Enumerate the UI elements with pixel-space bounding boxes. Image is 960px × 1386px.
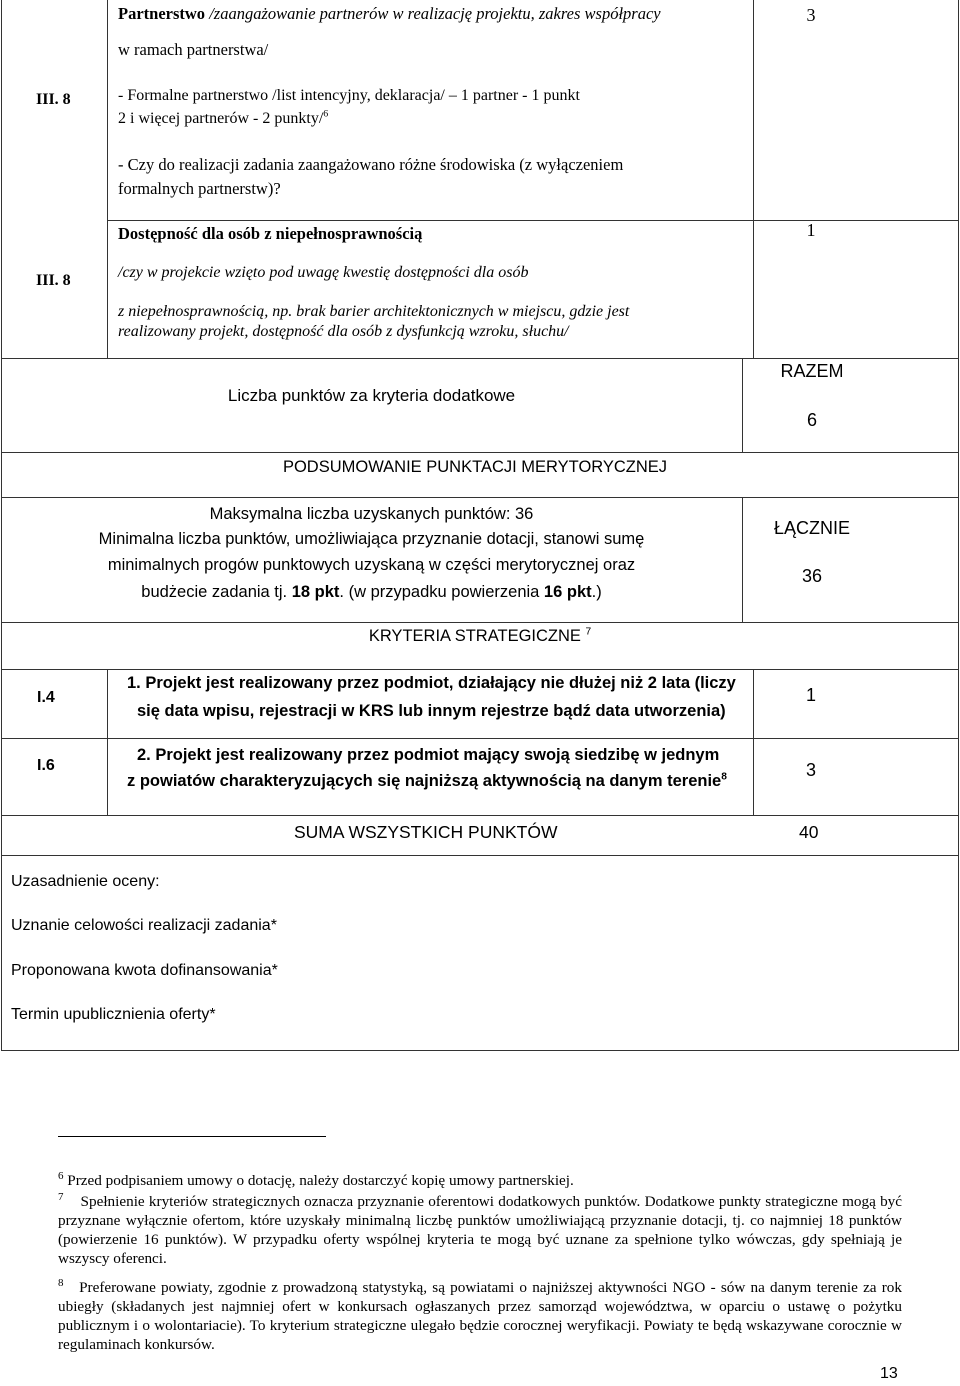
col-divider-points [753, 0, 754, 358]
razem-value: 6 [806, 410, 817, 430]
row-line-podsumowanie-header [1, 497, 959, 498]
razem-label: RAZEM [780, 361, 844, 381]
kwota-label: Proponowana kwota dofinansowania* [11, 962, 278, 979]
strat-code-1: I.4 [37, 689, 55, 706]
row-line-suma [1, 855, 959, 856]
col-divider-lacznie [742, 497, 743, 622]
points-partnerstwo: 3 [806, 5, 816, 25]
min-points-line2: minimalnych progów punktowych uzyskaną w części merytorycznej oraz [107, 556, 636, 574]
partnerstwo-title: Partnerstwo /zaangażowanie partnerów w realizację projektu, zakres współpracy [118, 4, 661, 23]
lacznie-label: ŁĄCZNIE [773, 518, 851, 538]
table-right-border [958, 0, 959, 1050]
strat-code-2: I.6 [37, 757, 55, 774]
min-points-line3: budżecie zadania tj. 18 pkt. (w przypadku powierzenia 16 pkt.) [141, 583, 602, 601]
strat-points-2: 3 [805, 760, 816, 780]
row-code-partnerstwo: III. 8 [36, 91, 71, 108]
max-points-line: Maksymalna liczba uzyskanych punktów: 36 [209, 505, 534, 523]
min-points-line1: Minimalna liczba punktów, umożliwiająca przyznanie dotacji, stanowi sumę [98, 530, 645, 548]
points-dostepnosc: 1 [806, 220, 816, 240]
termin-label: Termin upublicznienia oferty* [11, 1006, 216, 1023]
footnote-8: $^8$ Preferowane powiaty, zgodnie z prowadzoną statystyką, są powiatami o najniższej aktywności NGO - sów na danym terenie za rok ubiegły (składanych jest najmniej ofert w konkursach ogłaszanych przez samorząd województwa, w oparciu o ustawę o pożytku publicznym i o wolontariacie). To kryterium strategiczne ulegało będzie corocznej weryfikacji. Powiaty te będą wskazywane corocznie w regulaminach konkursów. [58, 1276, 902, 1353]
row-line-strategiczne-header [1, 669, 959, 670]
col-divider-strat-code [107, 669, 108, 815]
dostepnosc-title: Dostępność dla osób z niepełnosprawnością [118, 224, 423, 243]
celowosc-label: Uznanie celowości realizacji zadania* [11, 917, 277, 934]
podsumowanie-header: PODSUMOWANIE PUNKTACJI MERYTORYCZNEJ [282, 458, 668, 476]
row-line-strat-2 [1, 815, 959, 816]
footnote-6: $^6$ Przed podpisaniem umowy o dotację, należy dostarczyć kopię umowy partnerskiej. [58, 1169, 574, 1189]
suma-value: 40 [799, 822, 819, 842]
lacznie-value: 36 [801, 566, 823, 586]
footnote-ref-8: 8 [721, 771, 727, 783]
formal-line1: - Formalne partnerstwo /list intencyjny, deklaracja/ – 1 partner - 1 punkt [118, 87, 580, 104]
footnote-ref-6: 6 [323, 108, 329, 120]
table-left-border [1, 0, 2, 1050]
formal-line2: 2 i więcej partnerów - 2 punkty/$^6$ [118, 108, 329, 127]
row-line-strat-1 [1, 738, 959, 739]
czy-line2: formalnych partnerstw)? [118, 179, 281, 198]
row-code-dostepnosc: III. 8 [36, 272, 71, 289]
page-number: 13 [880, 1365, 898, 1382]
strat-item-2-line2: z powiatów charakteryzujących się najniższą aktywnością na danym terenie$^8$ [127, 771, 727, 790]
dodatkowe-label: Liczba punktów za kryteria dodatkowe [227, 386, 516, 405]
dostepnosc-line3: realizowany projekt, dostępność dla osób z dysfunkcją wzroku, słuchu/ [118, 323, 569, 340]
strat-points-1: 1 [805, 685, 816, 705]
strategiczne-header: KRYTERIA STRATEGICZNE $^7$ [368, 626, 592, 645]
dostepnosc-line2: z niepełnosprawnością, np. brak barier architektonicznych w miejscu, gdzie jest [118, 303, 630, 320]
row-line-podsumowanie-end [1, 622, 959, 623]
row-line-dodatkowe-end [1, 452, 959, 453]
suma-label: SUMA WSZYSTKICH PUNKTÓW [294, 822, 558, 842]
row-line-table-end [1, 1050, 959, 1051]
uzasadnienie-label: Uzasadnienie oceny: [11, 873, 160, 890]
footnote-7: $^7$ Spełnienie kryteriów strategicznych oznacza przyznanie oferentowi dodatkowych punktów. Dodatkowe punkty strategiczne mogą być przyznane wyłącznie ofertom, które uzyskały minimalną liczbę punktów umożliwiającą przyznanie dotacji, tj. co najmniej 18 punktów (powierzenie 16 punktów). W przypadku oferty wspólnej kryteria te mogą być uznane za spełnione tylko wówczas, gdy spełniają je wszyscy oferenci. [58, 1190, 902, 1267]
strat-item-2-line1: 2. Projekt jest realizowany przez podmiot mający swoją siedzibę w jednym [137, 746, 720, 764]
partnerstwo-title-line2: w ramach partnerstwa/ [118, 40, 269, 59]
row-line-partnerstwo-end [107, 220, 753, 221]
col-divider-code [107, 0, 108, 358]
dostepnosc-line1: /czy w projekcie wzięto pod uwagę kwestię dostępności dla osób [118, 264, 529, 281]
strat-item-1-line2: się data wpisu, rejestracji w KRS lub innym rejestrze bądź data utworzenia) [137, 702, 726, 720]
footnote-ref-7: 7 [585, 626, 592, 638]
czy-line1: - Czy do realizacji zadania zaangażowano różne środowiska (z wyłączeniem [118, 155, 624, 174]
footnote-separator [58, 1136, 326, 1137]
strat-item-1-line1: 1. Projekt jest realizowany przez podmiot, działający nie dłużej niż 2 lata (liczy [127, 674, 736, 692]
row-line-dostepnosc-end [1, 358, 959, 359]
